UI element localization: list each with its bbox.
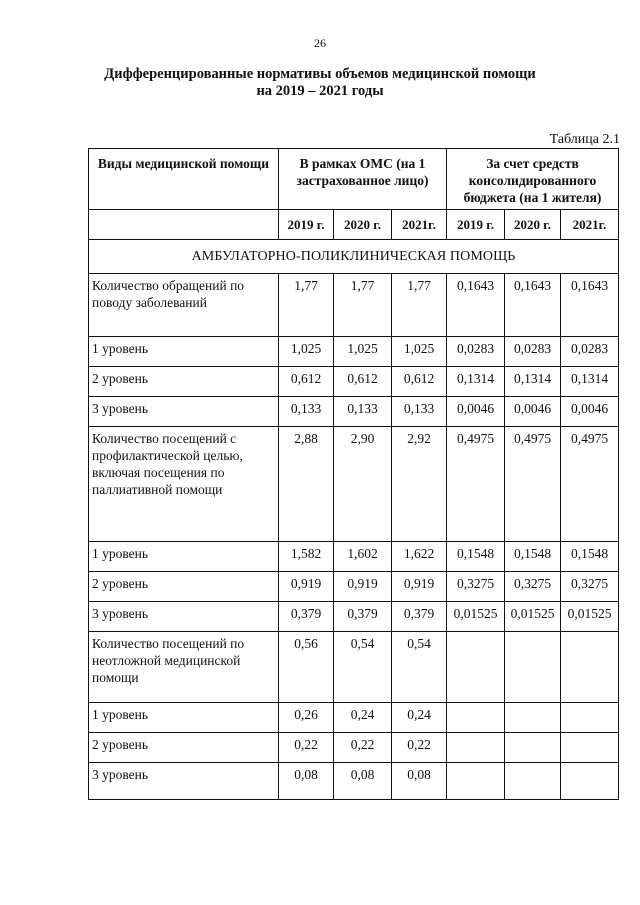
row-value: 0,0283 (447, 337, 505, 367)
row-value: 0,3275 (447, 572, 505, 602)
row-value: 0,1548 (505, 542, 561, 572)
row-value: 0,919 (279, 572, 334, 602)
row-value: 0,0046 (561, 397, 619, 427)
table-row (89, 337, 619, 367)
row-value (447, 733, 505, 763)
table-row (89, 397, 619, 427)
row-value (447, 703, 505, 733)
row-name: 1 уровень (89, 337, 279, 367)
row-value: 0,379 (392, 602, 447, 632)
row-value: 0,1314 (505, 367, 561, 397)
row-value: 0,1314 (447, 367, 505, 397)
row-value (561, 632, 619, 703)
row-value (561, 703, 619, 733)
row-value: 1,602 (334, 542, 392, 572)
table-row (89, 572, 619, 602)
row-name: 2 уровень (89, 367, 279, 397)
row-value (561, 733, 619, 763)
row-value: 1,77 (334, 274, 392, 337)
row-value: 0,26 (279, 703, 334, 733)
header-budget: За счет средств консолидированного бюджета (на 1 жителя) (447, 149, 619, 210)
row-value: 0,612 (334, 367, 392, 397)
row-value: 2,88 (279, 427, 334, 542)
table-row (89, 427, 619, 542)
row-value: 0,1643 (505, 274, 561, 337)
table-row (89, 763, 619, 800)
row-name: Количество посещений по неотложной медицинской помощи (89, 632, 279, 703)
table-row (89, 367, 619, 397)
table-row (89, 542, 619, 572)
table-row (89, 703, 619, 733)
document-title-line-2: на 2019 – 2021 годы (256, 83, 384, 99)
row-value: 1,77 (392, 274, 447, 337)
row-value: 0,01525 (505, 602, 561, 632)
document-title-line-1: Дифференцированные нормативы объемов медицинской помощи (104, 66, 536, 82)
header-year: 2020 г. (505, 210, 561, 240)
norms-table (88, 148, 619, 800)
section-row (89, 240, 619, 274)
table-row (89, 274, 619, 337)
row-value: 0,08 (334, 763, 392, 800)
row-value: 0,3275 (561, 572, 619, 602)
row-name: 3 уровень (89, 602, 279, 632)
row-value: 0,379 (334, 602, 392, 632)
row-value: 0,54 (392, 632, 447, 703)
row-value: 0,133 (392, 397, 447, 427)
row-name: 2 уровень (89, 733, 279, 763)
row-name: 2 уровень (89, 572, 279, 602)
row-value: 0,133 (279, 397, 334, 427)
header-year: 2021г. (392, 210, 447, 240)
row-value: 2,90 (334, 427, 392, 542)
row-value: 0,56 (279, 632, 334, 703)
row-value (505, 763, 561, 800)
row-value: 2,92 (392, 427, 447, 542)
row-value: 0,08 (392, 763, 447, 800)
table-row (89, 632, 619, 703)
row-value: 0,4975 (505, 427, 561, 542)
row-value: 1,582 (279, 542, 334, 572)
row-value: 1,025 (279, 337, 334, 367)
row-value: 0,01525 (447, 602, 505, 632)
section-title: АМБУЛАТОРНО-ПОЛИКЛИНИЧЕСКАЯ ПОМОЩЬ (89, 240, 619, 274)
row-value: 1,77 (279, 274, 334, 337)
row-name: 3 уровень (89, 763, 279, 800)
row-value: 0,22 (279, 733, 334, 763)
table-header (89, 149, 619, 240)
row-value: 0,612 (279, 367, 334, 397)
row-value: 1,025 (392, 337, 447, 367)
row-name: 1 уровень (89, 703, 279, 733)
table-row (89, 733, 619, 763)
row-name: 1 уровень (89, 542, 279, 572)
row-value: 1,622 (392, 542, 447, 572)
row-value: 1,025 (334, 337, 392, 367)
header-oms: В рамках ОМС (на 1 застрахованное лицо) (279, 149, 447, 210)
header-year: 2021г. (561, 210, 619, 240)
row-value: 0,3275 (505, 572, 561, 602)
document-title (60, 66, 580, 100)
row-name: Количество обращений по поводу заболеваний (89, 274, 279, 337)
row-value (561, 763, 619, 800)
row-value: 0,0046 (447, 397, 505, 427)
row-value: 0,612 (392, 367, 447, 397)
header-year: 2019 г. (447, 210, 505, 240)
row-value: 0,08 (279, 763, 334, 800)
row-value: 0,1643 (561, 274, 619, 337)
header-year: 2019 г. (279, 210, 334, 240)
row-value (505, 703, 561, 733)
header-year: 2020 г. (334, 210, 392, 240)
row-value (505, 632, 561, 703)
row-value: 0,919 (392, 572, 447, 602)
row-value (447, 763, 505, 800)
row-value: 0,919 (334, 572, 392, 602)
row-value: 0,133 (334, 397, 392, 427)
row-value: 0,4975 (561, 427, 619, 542)
row-value: 0,1314 (561, 367, 619, 397)
row-value: 0,1643 (447, 274, 505, 337)
row-value (447, 632, 505, 703)
row-value: 0,4975 (447, 427, 505, 542)
row-value: 0,22 (334, 733, 392, 763)
row-value: 0,54 (334, 632, 392, 703)
row-value: 0,1548 (561, 542, 619, 572)
row-value: 0,379 (279, 602, 334, 632)
page-number: 26 (314, 36, 326, 50)
row-value: 0,1548 (447, 542, 505, 572)
row-value: 0,24 (392, 703, 447, 733)
table-body (89, 240, 619, 800)
row-value: 0,0283 (561, 337, 619, 367)
row-value: 0,0283 (505, 337, 561, 367)
table-label: Таблица 2.1 (549, 132, 620, 147)
row-value: 0,22 (392, 733, 447, 763)
row-name: Количество посещений с профилактической целью, включая посещения по паллиативной помощи (89, 427, 279, 542)
row-name: 3 уровень (89, 397, 279, 427)
header-kind: Виды медицинской помощи (89, 149, 279, 210)
header-kind-empty (89, 210, 279, 240)
table-row (89, 602, 619, 632)
row-value: 0,0046 (505, 397, 561, 427)
row-value: 0,01525 (561, 602, 619, 632)
row-value: 0,24 (334, 703, 392, 733)
row-value (505, 733, 561, 763)
